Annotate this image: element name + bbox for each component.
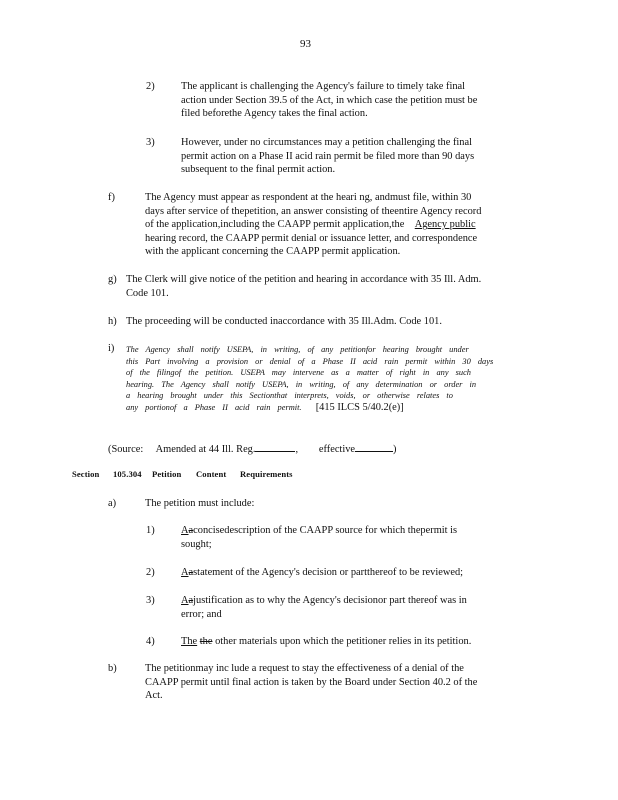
text-span: other materials upon which the petitioner relies in its petition.	[212, 636, 472, 647]
text-line: of the filingof the petition. USEPA may intervene as a matter of right in any such	[126, 368, 471, 378]
text-line: However, under no circumstances may a petition challenging the final	[181, 137, 472, 148]
sub-item-text	[181, 594, 541, 621]
struck-text: the	[199, 636, 213, 647]
item-label-a: a)	[108, 498, 117, 509]
text-line: subsequent to the final permit action.	[181, 164, 336, 176]
list-item-label: 2)	[146, 81, 155, 92]
inserted-text: A	[181, 595, 189, 606]
sub-item-label: 3)	[146, 595, 155, 606]
sub-item-text	[181, 566, 541, 580]
underlined-insert: Agency public	[414, 219, 476, 231]
text-span: of the application,including the CAAPP permit application,the	[145, 219, 405, 231]
source-effective: effective	[318, 444, 356, 455]
struck-text: a	[188, 525, 194, 536]
text-line: a hearing brought under this Sectionthat interprets, voids, or otherwise relates to	[126, 391, 453, 401]
item-label-i: i)	[108, 343, 115, 354]
sub-item-label: 2)	[146, 567, 155, 578]
list-item-text	[181, 136, 541, 177]
item-label-h: h)	[108, 316, 117, 327]
text-line: The petitionmay inc lude a request to stay the effectiveness of a denial of the	[145, 663, 464, 674]
inserted-text: The	[181, 636, 198, 647]
text-line: The applicant is challenging the Agency's failure to timely take final	[181, 81, 466, 92]
text-line: action under Section 39.5 of the Act, in which case the petition must be	[181, 94, 478, 106]
item-label-g: g)	[108, 274, 117, 285]
sub-item-label: 1)	[146, 525, 155, 536]
source-amended: Amended at 44 Ill. Reg.	[155, 444, 256, 455]
struck-text: a	[188, 595, 194, 606]
text-line: The Agency must appear as respondent at the heari ng, andmust file, within 30	[145, 192, 472, 203]
text-span: statement of the Agency's decision or partthereof to be reviewed;	[193, 567, 464, 578]
text-line	[181, 635, 541, 649]
text-line: The proceeding will be conducted inaccordance with 35 Ill.Adm. Code 101.	[126, 316, 442, 327]
source-note: (Source: Amended at 44 Ill. Reg. , effective )	[108, 441, 548, 457]
source-close: )	[393, 444, 397, 455]
text-span: concisedescription of the CAAPP source for which thepermit is	[193, 525, 458, 536]
text-line: sought;	[181, 538, 212, 550]
text-line: hearing record, the CAAPP permit denial or issuance letter, and correspondence	[145, 232, 478, 244]
item-h-text	[126, 315, 546, 329]
sub-item-text	[181, 524, 541, 551]
text-line: The Clerk will give notice of the petition and hearing in accordance with 35 Ill. Adm.	[126, 274, 482, 285]
text-line: with the applicant concerning the CAAPP permit application.	[145, 246, 401, 258]
struck-text: a	[188, 567, 194, 578]
text-line: CAAPP permit until final action is taken by the Board under Section 40.2 of the	[145, 676, 478, 688]
text-line: permit action on a Phase II acid rain permit be filed more than 90 days	[181, 150, 475, 162]
page-number: 93	[300, 38, 311, 50]
blank-line	[355, 441, 393, 452]
item-label-f: f)	[108, 192, 115, 203]
section-word: Section	[72, 469, 100, 479]
section-title-word: Content	[196, 469, 227, 479]
item-g-text	[126, 273, 546, 300]
statute-citation: [415 ILCS 5/40.2(e)]	[315, 401, 404, 413]
section-number: 105.304	[113, 469, 142, 479]
text-line	[181, 594, 541, 608]
text-line: hearing. The Agency shall notify USEPA, in writing, of any determination or order in	[126, 379, 477, 389]
text-line: filed beforethe Agency takes the final action.	[181, 108, 368, 120]
list-item-label: 3)	[146, 137, 155, 148]
item-i-text	[126, 344, 546, 414]
section-heading	[0, 469, 618, 483]
source-prefix: (Source:	[108, 444, 144, 455]
inserted-text: A	[181, 525, 189, 536]
text-line: Act.	[145, 690, 163, 702]
item-f-text	[145, 191, 545, 259]
section-title-word: Petition	[152, 469, 182, 479]
text-line	[181, 566, 541, 580]
text-line: this Part involving a provision or denial of a Phase II acid rain permit within 30 days	[126, 356, 494, 366]
section-title-word: Requirements	[240, 469, 293, 479]
text-line	[126, 402, 546, 414]
item-a-text: The petition must include:	[145, 498, 255, 509]
text-line: The Agency shall notify USEPA, in writing, of any petitionfor hearing brought under	[126, 345, 469, 354]
text-line: error; and	[181, 608, 222, 620]
item-label-b: b)	[108, 663, 117, 674]
inserted-text: A	[181, 567, 189, 578]
blank-line	[255, 441, 295, 452]
text-span: any portionof a Phase II acid rain permit.	[126, 402, 302, 412]
sub-item-text	[181, 635, 541, 649]
text-line	[145, 218, 545, 232]
item-b-text	[145, 662, 545, 703]
text-line: Code 101.	[126, 287, 169, 299]
list-item-text	[181, 80, 541, 121]
text-line: days after service of thepetition, an answer consisting of theentire Agency record	[145, 205, 482, 217]
text-line	[181, 524, 541, 538]
text-span: justification as to why the Agency's decisionor part thereof was in	[193, 595, 467, 606]
sub-item-label: 4)	[146, 636, 155, 647]
